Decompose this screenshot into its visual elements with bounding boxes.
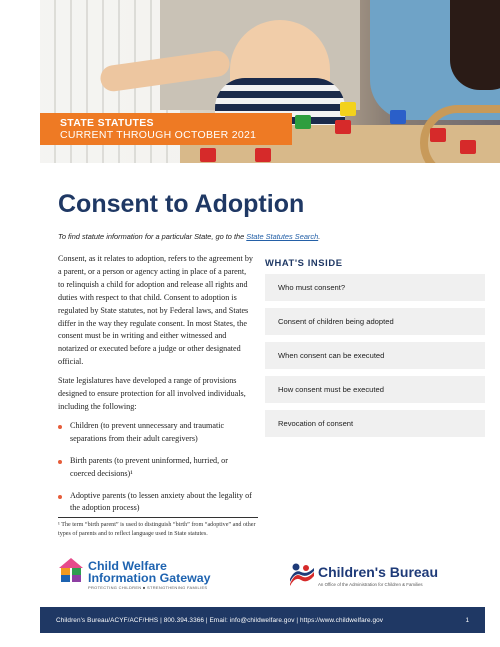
toy-block: [255, 148, 271, 162]
footer-contact: Children's Bureau/ACYF/ACF/HHS | 800.394.3366 | Email: info@childwelfare.gov | https://www.childwelfare.gov: [56, 616, 384, 624]
state-statutes-search-link[interactable]: State Statutes Search: [246, 232, 319, 241]
footer-bar: [40, 607, 485, 633]
whats-inside-list: [265, 274, 485, 444]
inside-item-how-executed[interactable]: How consent must be executed: [265, 376, 485, 403]
cw-logo-name: Child Welfare Information Gateway: [88, 559, 211, 585]
statutes-banner: [40, 113, 292, 145]
child-welfare-gateway-logo: [58, 555, 218, 595]
toy-block: [460, 140, 476, 154]
intro-line: [58, 232, 320, 241]
cb-logo-subtitle: An Office of the Administration for Children & Families: [318, 582, 423, 587]
inside-item-revocation[interactable]: Revocation of consent: [265, 410, 485, 437]
inside-item-when-executed[interactable]: When consent can be executed: [265, 342, 485, 369]
list-item: Birth parents (to prevent uninformed, hurried, or coerced decisions)¹: [58, 455, 254, 481]
house-icon: [58, 557, 84, 583]
cb-logo-name: Children's Bureau: [318, 564, 439, 580]
toy-block: [295, 115, 311, 129]
page-number: 1: [465, 616, 469, 624]
bullet-icon: [58, 425, 62, 429]
list-item: Children (to prevent unnecessary and traumatic separations from their adult caregivers): [58, 420, 254, 446]
body-column: [58, 253, 254, 524]
intro-text: To find statute information for a particular State, go to the: [58, 232, 247, 241]
banner-label: STATE STATUTES: [60, 117, 154, 129]
banner-current: CURRENT THROUGH OCTOBER 2021: [60, 129, 257, 141]
family-flag-icon: [289, 562, 315, 586]
inside-item-consent-of-children[interactable]: Consent of children being adopted: [265, 308, 485, 335]
adult-hair: [450, 0, 500, 90]
bullet-icon: [58, 495, 62, 499]
body-paragraph-1: Consent, as it relates to adoption, refers to the agreement by a parent, or a person or agency acting in place of a parent, to relinquish a child for adoption and release all rights and duties with respect to that child. Consent to adoption is regulated by State statutes, not by Federal laws, and States differ in the way they regulate consent. In most States, the consent must be in writing and either witnessed and notarized or executed before a judge or other designated official.: [58, 254, 253, 367]
bullet-icon: [58, 460, 62, 464]
protections-list: [58, 420, 254, 515]
cw-logo-tagline: PROTECTING CHILDREN ■ STRENGTHENING FAMILIES: [88, 585, 208, 590]
childrens-bureau-logo: [289, 562, 459, 592]
intro-end: .: [318, 232, 321, 241]
list-item: Adoptive parents (to lessen anxiety about the legality of the adoption process): [58, 490, 254, 516]
page-title: Consent to Adoption: [58, 190, 305, 218]
whats-inside-heading: WHAT'S INSIDE: [265, 257, 343, 268]
toy-block: [335, 120, 351, 134]
toy-block: [340, 102, 356, 116]
toy-block: [200, 148, 216, 162]
toy-block: [430, 128, 446, 142]
toy-block: [390, 110, 406, 124]
inside-item-who-must-consent[interactable]: Who must consent?: [265, 274, 485, 301]
footnote: ¹ The term “birth parent” is used to distinguish “birth” from “adoptive” and other types of parents and to reflect language used in State statutes.: [58, 517, 258, 538]
body-paragraph-2: State legislatures have developed a range of provisions designed to ensure protection for all involved individuals, including the following:: [58, 376, 246, 411]
